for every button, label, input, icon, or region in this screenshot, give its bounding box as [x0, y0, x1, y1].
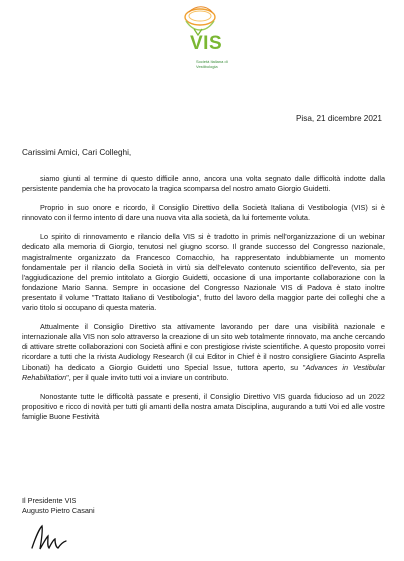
- signature-block: [22, 496, 95, 516]
- paragraph-2: Proprio in suo onore e ricordo, il Consiglio Direttivo della Società Italiana di Vestibologia (VIS) si è rinnovato con il fermo intento di dare una nuova vita alla società, da lui fortemente voluta.: [22, 203, 385, 223]
- paragraph-4-text-end: ", per il quale invito tutti voi a inviare un contributo.: [66, 372, 229, 382]
- paragraph-3: Lo spirito di rinnovamento e rilancio della VIS si è tradotto in primis nell'organizzazione di un webinar dedicato alla memoria di Giorgio, tenutosi nel giugno scorso. Il grande successo del Congresso nazionale, magistralmente organizzato da Francesco Comacchio, ha rappresentato indubbiamente un momento fondamentale per il rilancio della Società in virtù sia dell'elevato contenuto scientifico dell'evento, sia per l'aggiudicazione del premio intitolato a Giorgio Guidetti, occasione di una importante collaborazione con la fondazione Mario Sanna. Sempre in occasione del Congresso Nazionale VIS di Padova è stato inoltre presentato il volume "Trattato Italiano di Vestibologia", frutto del lavoro della maggior parte dei colleghi che a vario titolo si occupano di questa materia.: [22, 232, 385, 313]
- paragraph-4-text: Attualmente il Consiglio Direttivo sta attivamente lavorando per dare una visibilità nazionale e internazionale alla VIS non solo attraverso la creazione di un sito web totalmente rinnovato, ma anche cercando di attivare strette collaborazioni con Società affini e con prestigiose riviste scientifiche. A questo proposito vorrei ricordare a tutti che la rivista Audiology Research (il cui Editor in Chief è il nostro consigliere Giacinto Asprella Libonati) ha dedicato a Giorgio Guidetti uno Special Issue, tuttora aperto, su ": [22, 322, 385, 372]
- paragraph-4: [22, 322, 385, 383]
- vis-logo: [168, 3, 242, 79]
- letter-date: Pisa, 21 dicembre 2021: [295, 114, 382, 123]
- signature-name: Augusto Pietro Casani: [22, 506, 95, 515]
- vis-wordmark: VIS: [190, 33, 223, 54]
- paragraph-5: Nonostante tutte le difficoltà passate e presenti, il Consiglio Direttivo VIS guarda fiducioso ad un 2022 propositivo e ricco di novità per tutti gli amanti della nostra amata Disciplina, augurando a tutti Voi ed alle vostre famiglie Buone Festività: [22, 391, 385, 421]
- vis-logo-subtitle: Società Italiana di Vestibologia: [196, 59, 228, 69]
- handwritten-signature: [28, 522, 68, 554]
- letter-body: [22, 174, 385, 431]
- special-issue-title: Advances in Vestibular Rehabilitation: [22, 362, 385, 382]
- paragraph-1: siamo giunti al termine di questo difficile anno, ancora una volta segnato dalle difficoltà indotte dalla persistente pandemia che ha provocato la tragica scomparsa del nostro amato Giorgio Guidetti.: [22, 174, 385, 194]
- signature-title: Il Presidente VIS: [22, 496, 77, 505]
- letter-greeting: Carissimi Amici, Cari Colleghi,: [22, 148, 132, 157]
